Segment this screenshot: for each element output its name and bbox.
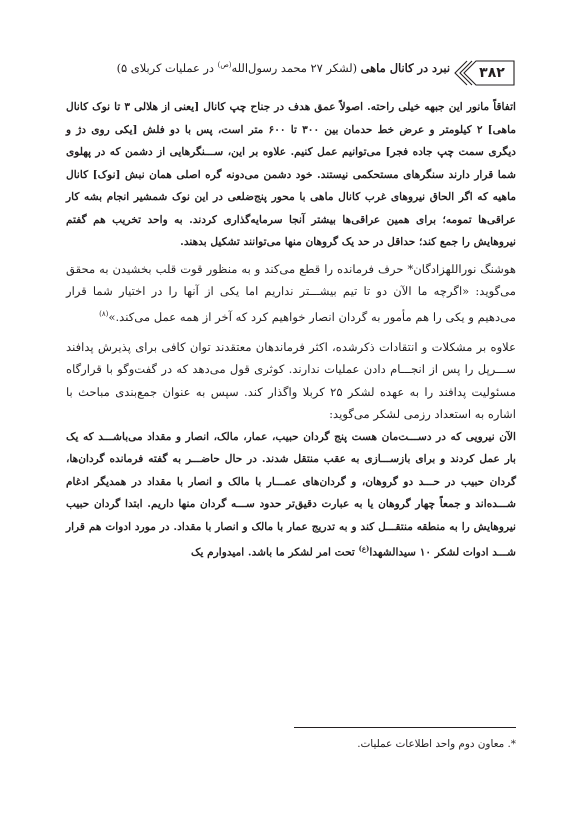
paragraph-1-text: هوشنگ نوراللهزادگان* حرف فرمانده را قطع می‌کند و به منظور قوت قلب بخشیدن به محقق می‌گوید: «اگرچه ما الآن دو تا تیم بیشـــتر نداریم اما یکی از آنها را در اختیار شما قرار می‌دهیم و یکی را هم مأمور به گردان انصار خواهیم کرد که آخر از همه عمل می‌کند.» [66, 261, 516, 324]
quote-block-1: اتفاقاً مانور این جبهه خیلی راحته. اصولاً عمق هدف در جناح چپ کانال [یعنی از هلالی ۳ تا نوک کانال ماهی] ۲ کیلومتر و عرض خط حدمان بین ۳۰۰ تا ۶۰۰ متر است، پس با دو فلش [یکی روی دژ و دیگری سمت چپ جاده فجر] می‌توانیم عمل کنیم. علاوه بر این، ســـنگرهایی از دشمن که در پهلوی شما قرار دارند سنگرهای مستحکمی نیستند. خود دشمن می‌دونه گره اصلی همان نبش [نوک] کانال ماهیه که اگر الحاق نیروهای غرب کانال ماهی با محور پنج‌ضلعی در این نوک شمشیر انجام بشه کار عراقی‌ها تمومه؛ برای همین عراقی‌ها بیشتر آنجا سرمایه‌گذاری کردند. به واحد تخریب هم گفتم نیروهایش را جمع کند؛ حداقل در حد یک گروهان منها می‌توانند تشکیل بدهند. [66, 101, 516, 248]
body-text [66, 96, 516, 564]
running-header [66, 58, 516, 88]
quote-block-2-end: تحت امر لشکر ما باشد. امیدوارم یک [190, 546, 359, 559]
quote-block-2-text: الآن نیرویی که در دســـت‌مان هست پنج گردان حبیب، عمار، مالک، انصار و مقداد می‌باشـــد که یک بار عمل کردند و برای بازســـازی به عقب منتقل شدند. در حال حاضـــر به گفته فرمانده گردان‌ها، گردان حبیب در حـــد دو گروهان، و گردان‌های عمـــار با مالک و انصار با مقداد در همدیگر ادغام شـــده‌اند و جمعاً چهار گروهان یا به عبارت دقیق‌تر حدود ســـه گردان منها داریم. ابتدا گردان حبیب نیروهایش را به منطقه منتقـــل کند و به تدریج عمار با مالک و انصار با مقداد. در مورد ادوات هم قرار شـــد ادوات لشکر ۱۰ سیدالشهدا [66, 430, 516, 559]
paragraph-1 [66, 258, 516, 328]
quote-honorific: (ع) [358, 544, 370, 554]
running-title [66, 58, 450, 75]
page-number: ۳۸۲ [479, 65, 505, 81]
footnote: *. معاون دوم واحد اطلاعات عملیات. [357, 738, 516, 750]
running-title-honorific: (ص) [217, 61, 232, 69]
running-title-sub-end: در عملیات کربلای ۵) [116, 60, 214, 75]
page-number-badge [454, 60, 516, 86]
running-title-sub: (لشکر ۲۷ محمد رسول‌الله [231, 60, 358, 75]
quote-block-2 [66, 426, 516, 565]
reference-marker: (۸) [99, 309, 109, 318]
footnote-divider [294, 727, 516, 728]
running-title-main: نبرد در کانال ماهی [360, 60, 450, 75]
paragraph-2: علاوه بر مشکلات و انتقادات ذکرشده، اکثر فرماندهان معتقدند توان کافی برای پذیرش پدافند ســـرپل را پس از انجـــام دادن عملیات ندارند. کوثری قول می‌دهد که در گفت‌وگو با قرارگاه مسئولیت پدافند را به عهده لشکر ۲۵ کربلا واگذار کند. سپس به عنوان جمع‌بندی مباحث با اشاره به استعداد رزمی لشکر می‌گوید: [66, 339, 516, 422]
